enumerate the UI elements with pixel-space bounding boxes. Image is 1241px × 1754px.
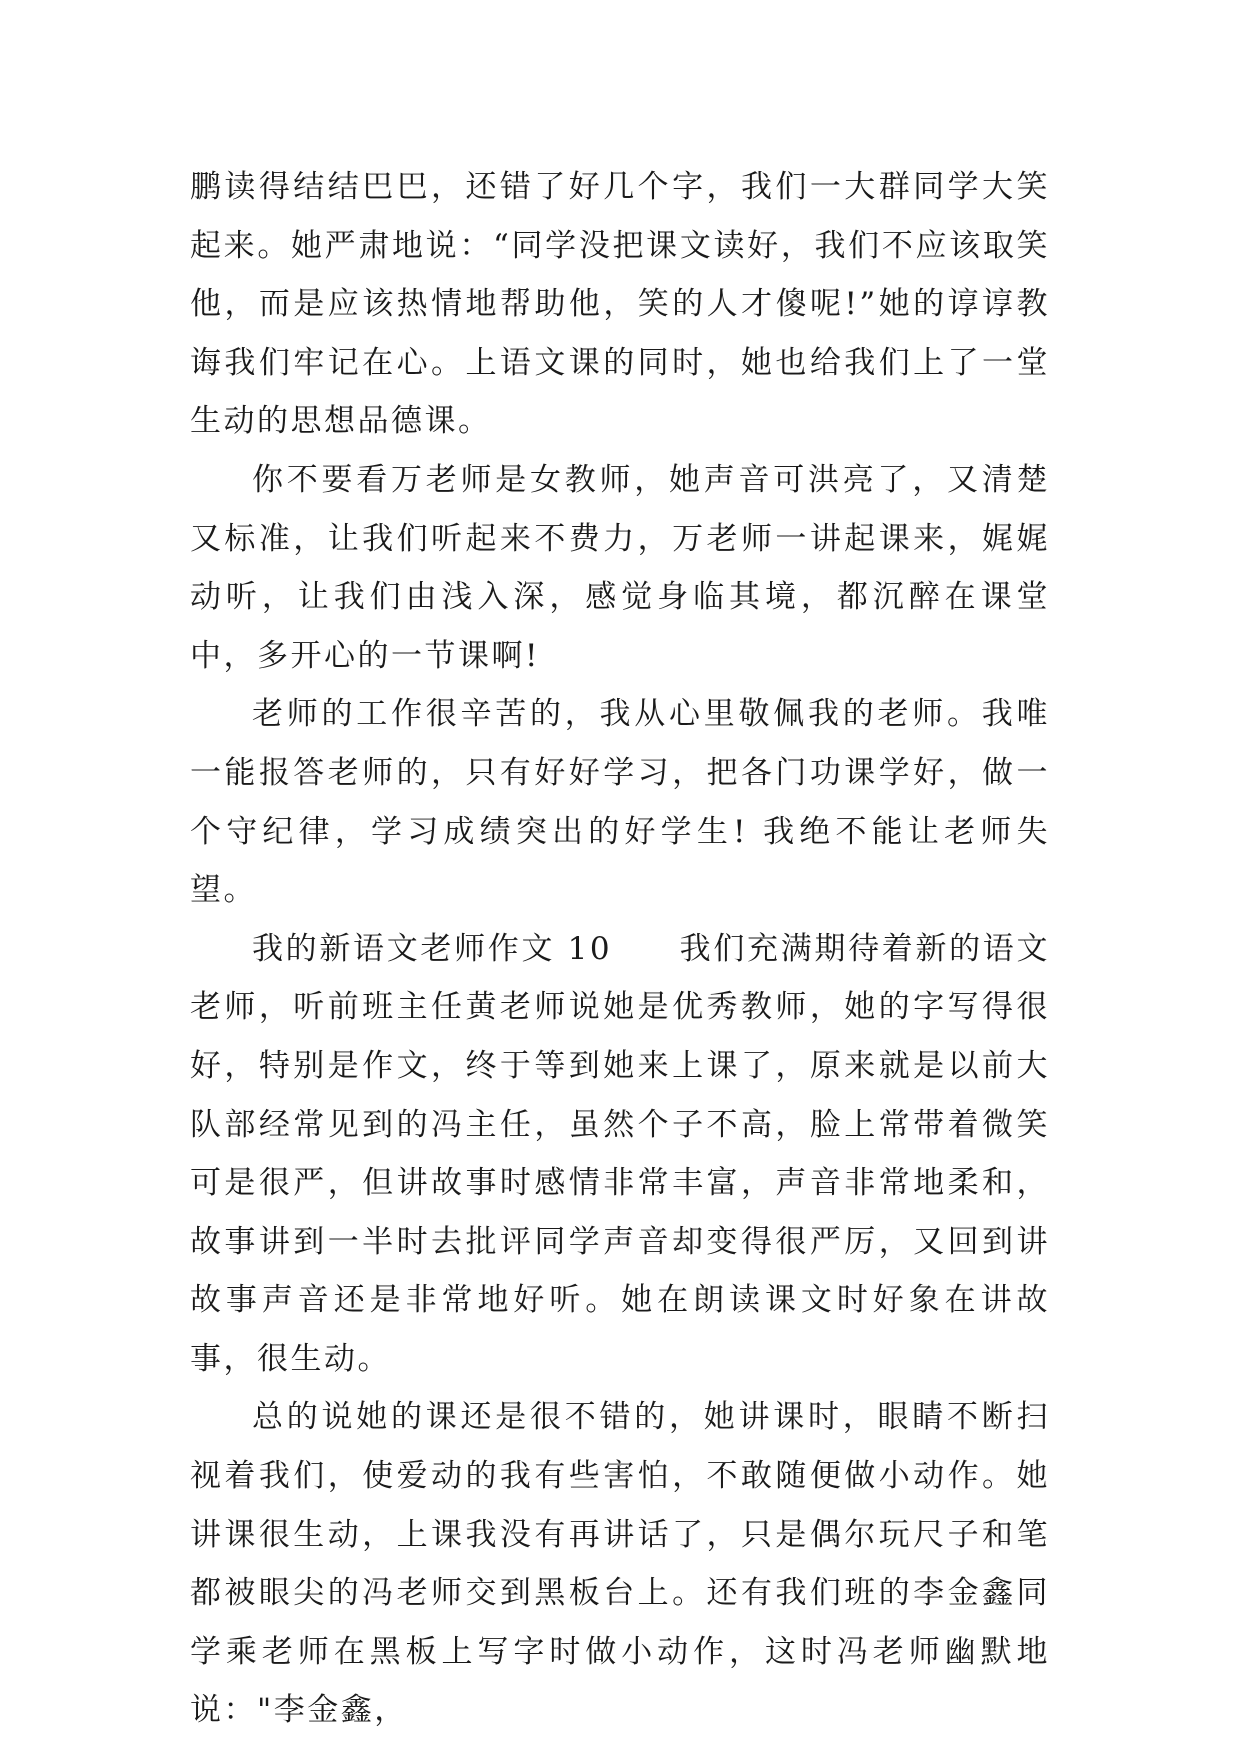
- paragraph-3: 老师的工作很辛苦的，我从心里敬佩我的老师。我唯一能报答老师的，只有好好学习，把各门功课学好，做一个守纪律，学习成绩突出的好学生! 我绝不能让老师失望。: [190, 696, 1050, 909]
- paragraph-2: 你不要看万老师是女教师，她声音可洪亮了，又清楚又标准，让我们听起来不费力，万老师一讲起课来，娓娓动听，让我们由浅入深，感觉身临其境，都沉醉在课堂中，多开心的一节课啊!: [190, 461, 1050, 674]
- essay-text: [190, 158, 1050, 1740]
- paragraph-1: 鹏读得结结巴巴，还错了好几个字，我们一大群同学大笑起来。她严肃地说：“同学没把课文读好，我们不应该取笑他，而是应该热情地帮助他，笑的人才傻呢!”她的谆谆教诲我们牢记在心。上语文课的同时，她也给我们上了一堂生动的思想品德课。: [190, 169, 1050, 440]
- paragraph-4: 我的新语文老师作文 10 我们充满期待着新的语文老师，听前班主任黄老师说她是优秀教师，她的字写得很好，特别是作文，终于等到她来上课了，原来就是以前大队部经常见到的冯主任，虽然个子不高，脸上常带着微笑可是很严，但讲故事时感情非常丰富，声音非常地柔和，故事讲到一半时去批评同学声音却变得很严厉，又回到讲故事声音还是非常地好听。她在朗读课文时好象在讲故事，很生动。: [190, 930, 1050, 1377]
- paragraph-5: 总的说她的课还是很不错的，她讲课时，眼睛不断扫视着我们，使爱动的我有些害怕，不敢随便做小动作。她讲课很生动，上课我没有再讲话了，只是偶尔玩尺子和笔都被眼尖的冯老师交到黑板台上。还有我们班的李金鑫同学乘老师在黑板上写字时做小动作，这时冯老师幽默地说："李金鑫，: [190, 1399, 1050, 1729]
